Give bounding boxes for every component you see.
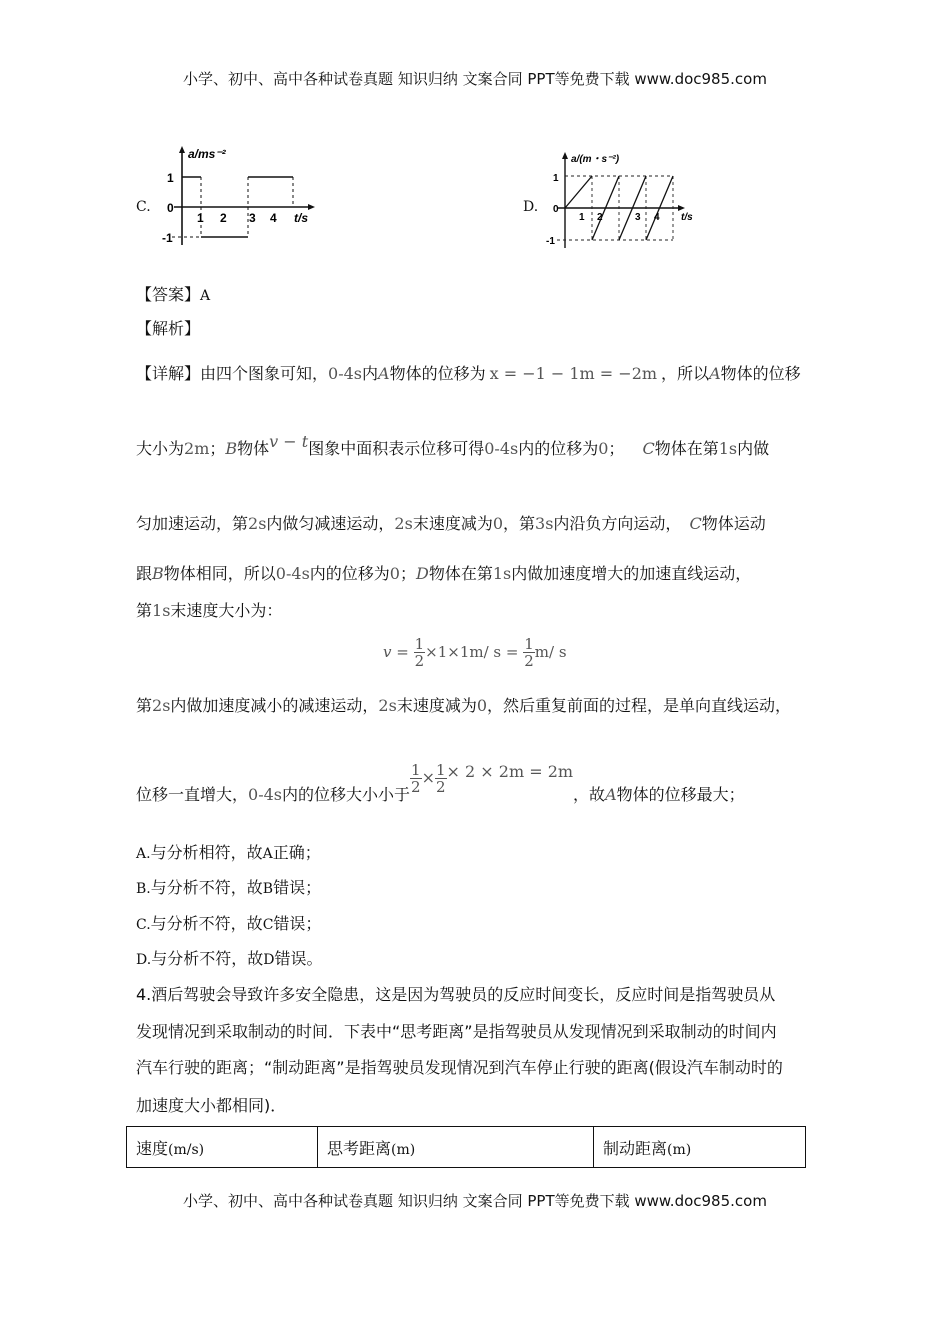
text: 内的位移大小小于 [282,785,411,804]
answer-label: 【答案】 [136,285,201,304]
choice-letter: A. [136,846,151,862]
choice-a [136,840,321,863]
graph-c-tick-x: 3 [249,211,256,225]
math: 1s [492,564,512,583]
math: 3s [535,514,554,533]
math: 1s [152,601,171,620]
text: 第 [136,601,153,620]
math: A [378,364,390,383]
text: 内做匀减速运动， [266,514,395,533]
math: 0 [476,696,488,715]
question-4-line-2: 发现情况到采取制动的时间．下表中“思考距离”是指驾驶员从发现情况到采取制动的时间内 [136,1022,777,1041]
math: 0-4s [328,364,362,383]
text: 与分析不符，故 [151,949,264,968]
text: 内做加速度减小的减速运动， [170,696,379,715]
graph-c-tick-y: 0 [167,201,174,215]
question-4-line-3: 汽车行驶的距离；“制动距离”是指驾驶员发现情况到汽车停止行驶的距离(假设汽车制动时的 [136,1058,783,1077]
math: C [689,514,702,533]
text: 物体的位移 [720,364,801,383]
text: 内的位移为 [518,439,599,458]
question-4-line-1: 4.酒后驾驶会导致许多安全隐患，这是因为驾驶员的反应时间变长，反应时间是指驾驶员从 [136,985,776,1004]
math: v = [383,643,409,661]
text: 内沿负方向运动， [553,514,682,533]
math: 0-4s [248,785,282,804]
math: 2s [378,696,397,715]
math: 2s [248,514,267,533]
math: 0 [598,439,609,458]
text: 内的位移为 [309,564,390,583]
math: m/ s [534,643,567,661]
text: 内做 [737,439,770,458]
text: ； [399,564,416,583]
text: A [262,846,273,862]
math: 2s [152,696,171,715]
detail-line-5 [136,598,282,621]
text: D [263,952,275,968]
text: 物体在第 [428,564,493,583]
math: C [642,439,655,458]
text: 错误。 [274,949,323,968]
text: 第 [136,696,153,715]
detail-line-4 [136,561,751,584]
graph-c-ylabel: a/ms⁻² [188,147,226,161]
graph-d-x-arrow [678,205,685,211]
text: 与分析相符，故 [150,843,263,862]
text: 错误； [273,878,322,897]
text: 物体在第 [654,439,719,458]
graph-d-tick-x: 4 [654,212,660,223]
graph-d-ramp [565,176,592,208]
choice-letter: B. [136,881,151,897]
answer-value: A [200,288,211,304]
choice-d [136,946,322,969]
math: 0-4s [275,564,310,583]
graph-d-tick-y: 1 [553,173,559,184]
graph-d-tick-x: 2 [597,212,603,223]
text: 物体的位移最大； [616,785,745,804]
page-footer: 小学、初中、高中各种试卷真题 知识归纳 文案合同 PPT等免费下载 www.doc985.com [183,1192,767,1210]
text: 匀加速运动，第 [136,514,249,533]
choice-letter: D. [136,952,152,968]
math: 2s [394,514,413,533]
graph-c-tick-x: 2 [220,211,227,225]
detail-line-6 [136,693,791,716]
math: 0-4s [484,439,519,458]
text: 错误； [273,914,322,933]
table-header-cell: 速度(m/s) [127,1127,318,1168]
detail-line-2 [136,432,770,459]
analysis-label: 【解析】 [136,319,201,338]
graph-c-tick-x: 1 [197,211,204,225]
graph-c-tick-x: 4 [270,211,277,225]
option-c-graph [160,140,320,250]
text: 物体运动 [701,514,766,533]
option-d-label: D. [523,199,539,215]
graph-d-tick-x: 3 [635,212,641,223]
text: ； [608,439,625,458]
math: 2m [184,439,210,458]
table-header-cell: 制动距离(m) [594,1127,806,1168]
graph-d-y-arrow [562,152,568,159]
text: 物体相同，所以 [163,564,276,583]
graph-c-y-arrow [179,146,185,153]
text: C [262,917,274,933]
graph-c-x-arrow [308,204,315,210]
math: ×1×1m/ s = [425,643,519,661]
math: D [416,564,429,583]
text: 物体 [237,439,270,458]
detail-line-7 [136,761,745,804]
text: 物体的位移为 [389,364,486,383]
text: ，故 [573,785,606,804]
option-c-label: C. [136,199,151,215]
text: 大小为 [136,439,185,458]
graph-d-ylabel: a/(m・s⁻²) [571,154,620,165]
text: ，所以 [661,364,710,383]
graph-d-tick-y: 0 [553,204,559,215]
question-4-line-4: 加速度大小都相同)． [136,1096,287,1115]
math: 0 [389,564,400,583]
option-d-graph [545,140,705,250]
text: 末速度减为 [396,696,477,715]
math: × 2 × 2m = 2m [446,762,574,781]
detail-line-3 [136,511,766,534]
graph-d-tick-y: -1 [546,236,555,247]
graph-d-tick-x: 1 [579,212,585,223]
graph-c-tick-y: 1 [167,171,174,185]
answer-line [136,282,210,305]
table-header-row [127,1127,806,1168]
choice-b [136,875,321,898]
math: x = −1 − 1m = −2m [489,364,658,383]
table-header-cell: 思考距离(m) [318,1127,594,1168]
equation-velocity [383,636,567,669]
fraction: $\frac{1}{2}$ [435,761,446,796]
math: × [421,768,435,787]
math: v − t [269,432,309,451]
fraction: $\frac{1}{2}$ [414,635,425,670]
math: A [605,785,617,804]
text: 正确； [272,843,321,862]
text: 末速度大小为： [170,601,283,620]
text: 图象中面积表示位移可得 [308,439,485,458]
text: 跟 [136,564,153,583]
fraction: $\frac{1}{2}$ [411,761,421,796]
distance-table [126,1126,806,1168]
text: ； [209,439,226,458]
text: ，然后重复前面的过程，是单向直线运动， [487,696,792,715]
text: 内 [362,364,379,383]
text: 内做加速度增大的加速直线运动， [511,564,752,583]
text: ，第 [503,514,536,533]
graph-c-tick-y: -1 [162,231,173,245]
detail-line-1 [136,361,801,384]
graph-c-xlabel: t/s [294,211,309,225]
text: B [262,881,274,897]
page-header: 小学、初中、高中各种试卷真题 知识归纳 文案合同 PPT等免费下载 www.doc985.com [183,70,767,88]
math: B [225,439,238,458]
choice-letter: C. [136,917,151,933]
fraction: $\frac{1}{2}$ [524,635,534,670]
math: A [709,364,721,383]
text: 与分析不符，故 [150,878,263,897]
choice-c [136,911,321,934]
text: 位移一直增大， [136,785,249,804]
math: 1s [718,439,738,458]
text: 【详解】由四个图象可知， [136,364,329,383]
text: 与分析不符，故 [150,914,263,933]
text: 末速度减为 [412,514,493,533]
math: 0 [492,514,504,533]
math: B [152,564,164,583]
graph-d-xlabel: t/s [681,212,693,223]
